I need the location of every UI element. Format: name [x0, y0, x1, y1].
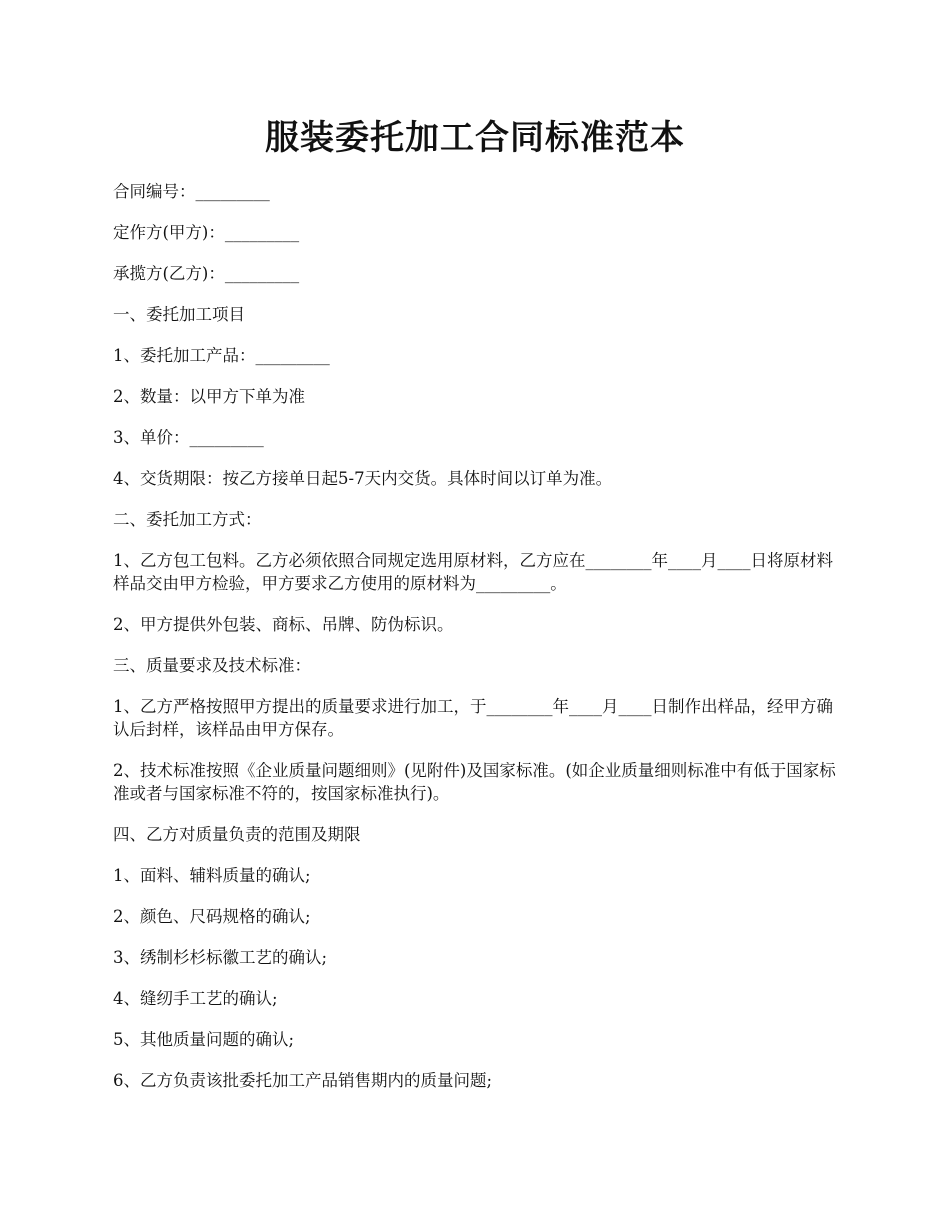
clause-4-3: 3、绣制杉杉标徽工艺的确认; — [113, 948, 328, 967]
clause-2-2: 2、甲方提供外包装、商标、吊牌、防伪标识。 — [113, 615, 454, 634]
clause-3-2: 2、技术标准按照《企业质量问题细则》(见附件)及国家标准。(如企业质量细则标准中有低于国家标准或者与国家标准不符的，按国家标准执行)。 — [113, 761, 836, 803]
section-heading-4: 四、乙方对质量负责的范围及期限 — [113, 825, 361, 844]
clause-1-4: 4、交货期限：按乙方接单日起5-7天内交货。具体时间以订单为准。 — [113, 469, 613, 488]
section-heading-2: 二、委托加工方式： — [113, 510, 262, 529]
clause-2-1: 1、乙方包工包料。乙方必须依照合同规定选用原材料，乙方应在________年____月____日将原材料样品交由甲方检验，甲方要求乙方使用的原材料为_________。 — [113, 551, 833, 593]
clause-4-2: 2、颜色、尺码规格的确认; — [113, 907, 311, 926]
party-a-line: 定作方(甲方)：_________ — [113, 223, 300, 242]
clause-1-1: 1、委托加工产品：_________ — [113, 346, 330, 365]
document-title: 服装委托加工合同标准范本 — [265, 118, 685, 158]
contract-number-line: 合同编号：_________ — [113, 182, 270, 201]
clause-1-2: 2、数量：以甲方下单为准 — [113, 387, 305, 406]
party-b-line: 承揽方(乙方)：_________ — [113, 264, 300, 283]
section-heading-3: 三、质量要求及技术标准： — [113, 656, 311, 675]
clause-4-5: 5、其他质量问题的确认; — [113, 1030, 295, 1049]
document-body — [113, 180, 838, 1110]
clause-4-4: 4、缝纫手工艺的确认; — [113, 989, 278, 1008]
clause-3-1: 1、乙方严格按照甲方提出的质量要求进行加工，于________年____月____日制作出样品，经甲方确认后封样，该样品由甲方保存。 — [113, 697, 833, 739]
section-heading-1: 一、委托加工项目 — [113, 305, 245, 324]
clause-1-3: 3、单价：_________ — [113, 428, 264, 447]
clause-4-1: 1、面料、辅料质量的确认; — [113, 866, 311, 885]
clause-4-6: 6、乙方负责该批委托加工产品销售期内的质量问题; — [113, 1071, 493, 1090]
